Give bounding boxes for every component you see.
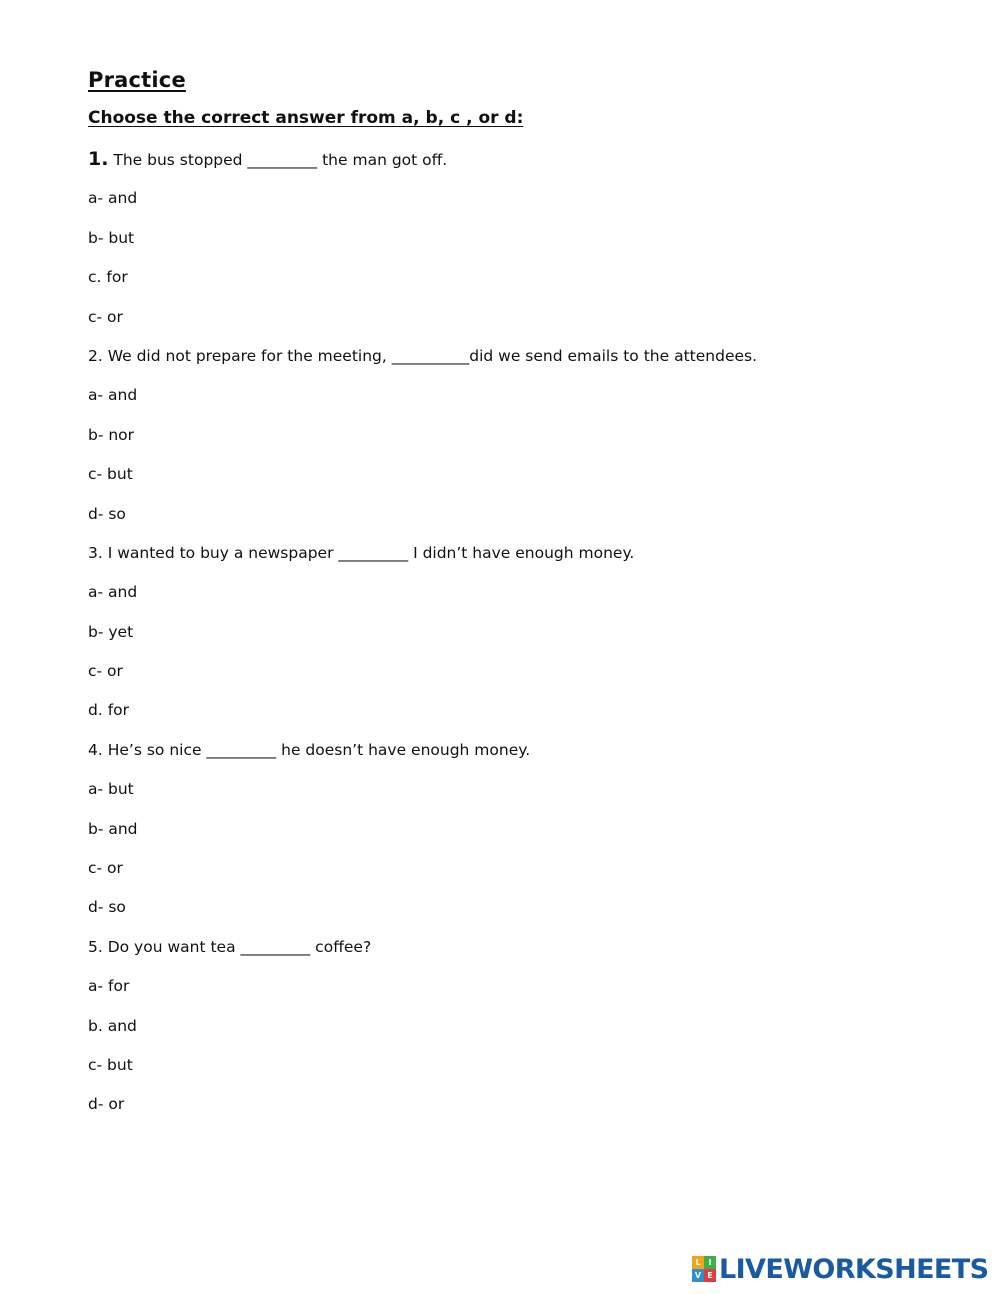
question-3-option-d[interactable]: d. for — [88, 701, 130, 720]
question-3-option-c[interactable]: c- or — [88, 662, 123, 681]
question-2-option-b[interactable]: b- nor — [88, 425, 135, 444]
question-2-option-d[interactable]: d- so — [88, 504, 126, 523]
question-1-option-b[interactable]: b- but — [88, 228, 135, 247]
question-5-stem: 5. Do you want tea _________ coffee? — [88, 937, 372, 956]
question-1-text: The bus stopped _________ the man got off. — [113, 151, 448, 169]
question-2-option-c[interactable]: c- but — [88, 465, 133, 484]
instruction-heading: Choose the correct answer from a, b, c , or d: — [88, 108, 524, 128]
liveworksheets-logo — [692, 1252, 988, 1286]
question-1-option-d[interactable]: c- or — [88, 307, 123, 326]
question-5-option-c[interactable]: c- but — [88, 1055, 133, 1074]
question-4-option-d[interactable]: d- so — [88, 898, 126, 917]
logo-badge-icon — [692, 1256, 716, 1282]
question-1-stem — [88, 147, 968, 186]
logo-badge-letter-i: I — [704, 1256, 716, 1269]
question-5-option-b[interactable]: b. and — [88, 1016, 137, 1035]
question-5-option-d[interactable]: d- or — [88, 1095, 125, 1114]
question-5-option-a[interactable]: a- for — [88, 977, 130, 996]
question-1-option-a[interactable]: a- and — [88, 189, 138, 208]
question-1-option-c[interactable]: c. for — [88, 268, 128, 287]
logo-badge-letter-e: E — [704, 1269, 716, 1282]
page-title: Practice — [88, 68, 186, 92]
logo-badge-letter-v: V — [692, 1269, 704, 1282]
question-4-stem: 4. He’s so nice _________ he doesn’t have enough money. — [88, 740, 531, 759]
question-3-stem: 3. I wanted to buy a newspaper _________ I didn’t have enough money. — [88, 543, 635, 562]
question-4-option-a[interactable]: a- but — [88, 780, 134, 799]
question-4-option-c[interactable]: c- or — [88, 859, 123, 878]
question-4-option-b[interactable]: b- and — [88, 819, 138, 838]
questions-list — [88, 147, 968, 1132]
question-1-number: 1. — [88, 148, 109, 170]
question-2-stem: 2. We did not prepare for the meeting, __________did we send emails to the attendees. — [88, 346, 758, 365]
question-2-option-a[interactable]: a- and — [88, 386, 138, 405]
logo-text: LIVEWORKSHEETS — [719, 1253, 989, 1285]
question-3-option-b[interactable]: b- yet — [88, 622, 134, 641]
question-3-option-a[interactable]: a- and — [88, 583, 138, 602]
logo-badge-letter-l: L — [692, 1256, 704, 1269]
